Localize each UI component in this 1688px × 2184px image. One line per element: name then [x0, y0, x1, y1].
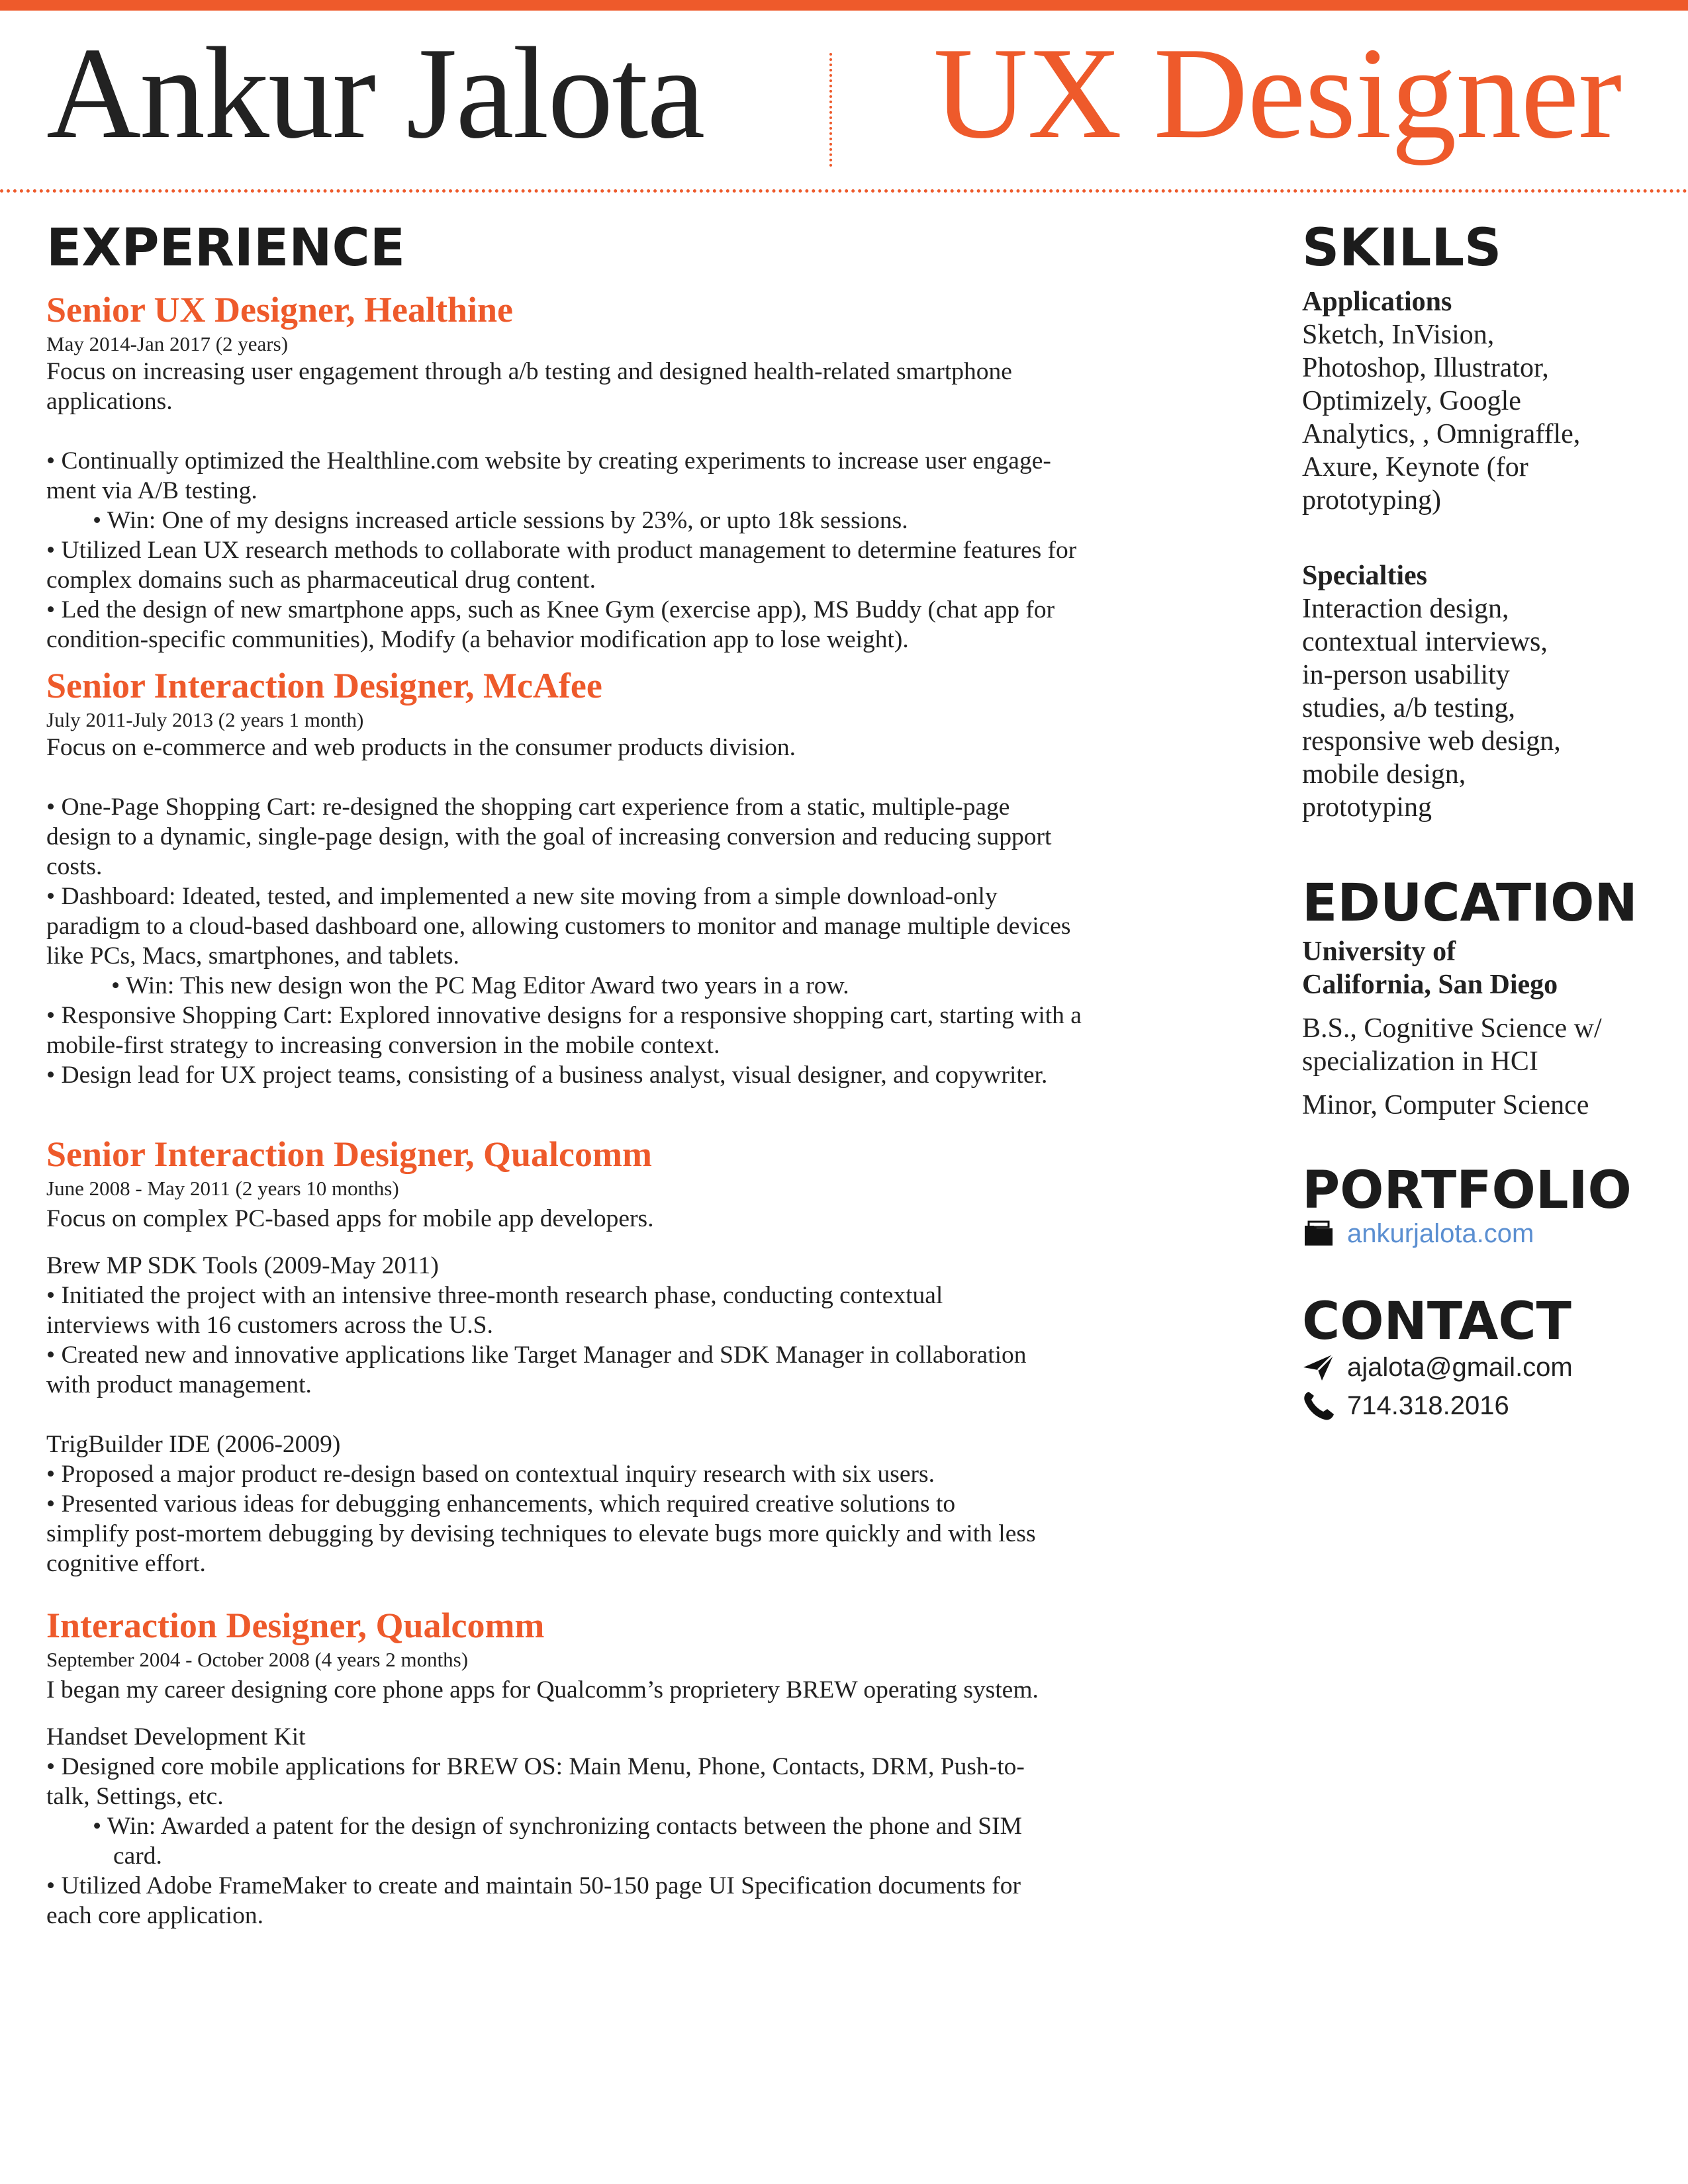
job-bullet: • Utilized Lean UX research methods to collaborate with product management to determine features for complex domains such as pharmaceutical drug content.: [46, 537, 1077, 594]
job-bullet: • Utilized Adobe FrameMaker to create and maintain 50-150 page UI Specification documents for each core application.: [46, 1872, 1021, 1929]
job-summary: Focus on complex PC-based apps for mobile app developers.: [46, 1205, 654, 1232]
top-accent-bar: [0, 0, 1688, 11]
job-bullet: • Designed core mobile applications for BREW OS: Main Menu, Phone, Contacts, DRM, Push-to- talk, Settings, etc.: [46, 1753, 1025, 1810]
job-entry-qualcomm-senior: [46, 1132, 1211, 1578]
job-summary: Focus on e-commerce and web products in the consumer products division.: [46, 734, 796, 761]
project-title: TrigBuilder IDE (2006-2009): [46, 1431, 341, 1458]
specialties-label: Specialties: [1302, 561, 1427, 591]
project-title: Handset Development Kit: [46, 1723, 306, 1751]
job-bullet: • One-Page Shopping Cart: re-designed the shopping cart experience from a static, multiple-page design to a dynamic, single-page design, with the goal of increasing conversion and reducing support costs.: [46, 794, 1052, 880]
job-bullet-win: • Win: Awarded a patent for the design of synchronizing contacts between the phone and SIM card.: [93, 1813, 1022, 1870]
job-bullet: • Responsive Shopping Cart: Explored innovative designs for a responsive shopping cart, starting with a mobile-first strategy to increasing conversion in the mobile context.: [46, 1002, 1082, 1059]
job-title: Senior Interaction Designer, Qualcomm: [46, 1134, 652, 1174]
job-bullet: • Proposed a major product re-design based on contextual inquiry research with six users.: [46, 1461, 935, 1488]
portfolio-heading: PORTFOLIO: [1302, 1161, 1632, 1220]
email-row[interactable]: [1302, 1348, 1673, 1387]
job-bullet-win: • Win: One of my designs increased article sessions by 23%, or upto 18k sessions.: [93, 507, 908, 534]
job-bullet-win: • Win: This new design won the PC Mag Editor Award two years in a row.: [111, 972, 849, 999]
job-bullet: • Design lead for UX project teams, consisting of a business analyst, visual designer, and copywriter.: [46, 1062, 1048, 1089]
job-dates: September 2004 - October 2008 (4 years 2 months): [46, 1648, 469, 1671]
job-title: Senior Interaction Designer, McAfee: [46, 666, 602, 705]
job-bullet: • Dashboard: Ideated, tested, and implemented a new site moving from a simple download-only paradigm to a cloud-based dashboard one, allowing customers to monitor and manage multiple devices like PCs, Macs, smartphones, and tablets.: [46, 883, 1071, 970]
job-bullet: • Presented various ideas for debugging enhancements, which required creative solutions to simplify post-mortem debugging by devising techniques to elevate bugs more quickly and with less cognitive effort.: [46, 1490, 1036, 1577]
education-heading: EDUCATION: [1302, 874, 1638, 933]
job-title: Senior UX Designer, Healthine: [46, 290, 514, 330]
header-divider: [829, 53, 832, 167]
phone-number[interactable]: 714.318.2016: [1347, 1391, 1509, 1420]
school-name: University of California, San Diego: [1302, 936, 1558, 1000]
job-summary: Focus on increasing user engagement through a/b testing and designed health-related smartphone applications.: [46, 358, 1012, 415]
project-title: Brew MP SDK Tools (2009-May 2011): [46, 1252, 439, 1279]
phone-row[interactable]: [1302, 1387, 1673, 1425]
experience-heading: EXPERIENCE: [46, 218, 406, 278]
applications-label: Applications: [1302, 287, 1452, 317]
job-title: Interaction Designer, Qualcomm: [46, 1606, 545, 1645]
applications-list: Sketch, InVision, Photoshop, Illustrator, Optimizely, Google Analytics, , Omnigraffle, Axure, Keynote (for prototyping): [1302, 320, 1581, 516]
candidate-name: Ankur Jalota: [46, 21, 704, 165]
job-dates: June 2008 - May 2011 (2 years 10 months): [46, 1177, 399, 1200]
job-entry-mcafee: [46, 664, 1211, 1090]
header-separator: [0, 189, 1688, 193]
job-bullet: • Created new and innovative applications like Target Manager and SDK Manager in collaboration with product management.: [46, 1342, 1027, 1398]
portfolio-link[interactable]: ankurjalota.com: [1347, 1219, 1534, 1248]
skills-heading: SKILLS: [1302, 218, 1502, 278]
email-address[interactable]: ajalota@gmail.com: [1347, 1353, 1573, 1382]
job-bullet: • Led the design of new smartphone apps, such as Knee Gym (exercise app), MS Buddy (chat app for condition-specific communities), Modify (a behavior modification app to lose weight).: [46, 596, 1055, 653]
job-summary: I began my career designing core phone apps for Qualcomm’s proprietery BREW operating system.: [46, 1676, 1039, 1704]
send-icon: [1302, 1351, 1339, 1384]
candidate-role: UX Designer: [933, 21, 1622, 165]
job-bullet: • Continually optimized the Healthline.com website by creating experiments to increase user engage- ment via A/B testing.: [46, 447, 1051, 504]
sidebar-column: [1302, 215, 1673, 1425]
job-entry-healthline: [46, 288, 1211, 655]
experience-column: [46, 215, 1211, 1931]
specialties-list: Interaction design, contextual interviews, in-person usability studies, a/b testing, responsive web design, mobile design, prototyping: [1302, 594, 1561, 823]
job-bullet: • Initiated the project with an intensive three-month research phase, conducting contextual interviews with 16 customers across the U.S.: [46, 1282, 943, 1339]
degree: B.S., Cognitive Science w/ specialization in HCI: [1302, 1013, 1602, 1077]
job-entry-qualcomm: [46, 1604, 1211, 1931]
contact-heading: CONTACT: [1302, 1292, 1571, 1351]
folder-icon: [1302, 1217, 1339, 1250]
job-dates: July 2011-July 2013 (2 years 1 month): [46, 708, 364, 731]
minor: Minor, Computer Science: [1302, 1090, 1589, 1120]
phone-icon: [1302, 1389, 1339, 1422]
job-dates: May 2014-Jan 2017 (2 years): [46, 332, 289, 355]
